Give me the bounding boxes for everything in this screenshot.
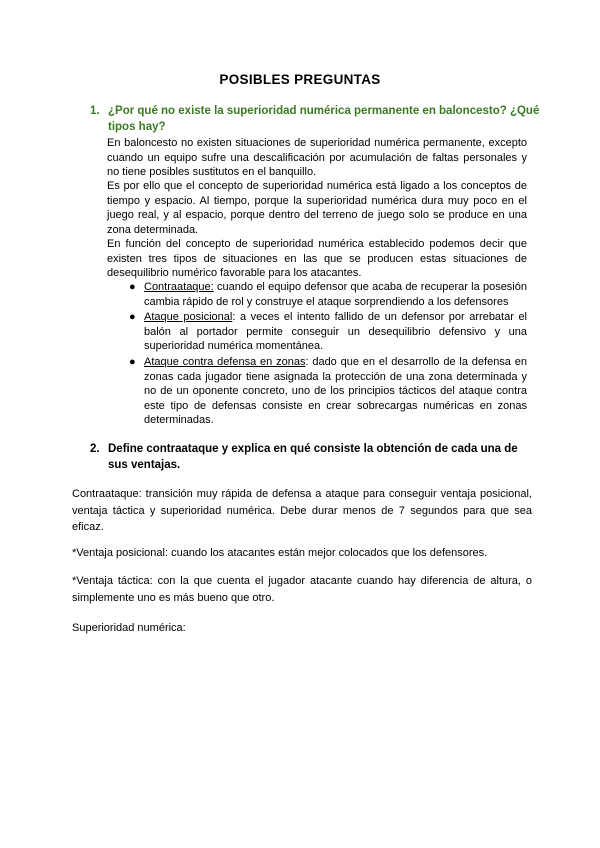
list-item-ataque-zonas xyxy=(127,355,527,428)
q1-paragraph-3: En función del concepto de superioridad numérica establecido podemos decir que existen tres tipos de situaciones en las que se producen estas situaciones de desequilibrio numérico favorable para los atacantes. xyxy=(107,238,527,280)
list-item-contraataque xyxy=(127,280,527,309)
question-1-line-2: tipos hay? xyxy=(108,121,166,133)
desc-contraataque: cuando el equipo defensor que acaba de recuperar la posesión cambia rápido de rol y construye el ataque sorprendiendo a los defensores xyxy=(144,281,527,308)
question-2-heading xyxy=(90,441,540,473)
term-contraataque: Contraataque: xyxy=(144,281,214,293)
answer-ventaja-tactica: *Ventaja táctica: con la que cuenta el jugador atacante cuando hay diferencia de altura, o simplemente uno es más bueno que otro. xyxy=(72,575,532,604)
answer-superioridad-numerica: Superioridad numérica: xyxy=(72,622,186,634)
page-title: POSIBLES PREGUNTAS xyxy=(219,72,381,87)
term-ataque-posicional: Ataque posicional xyxy=(144,311,233,324)
question-1-heading xyxy=(90,103,540,135)
bullet-icon: ● xyxy=(129,281,136,293)
answer-contraataque: Contraataque: transición muy rápida de defensa a ataque para conseguir ventaja posicional, ventaja táctica y superioridad numérica. Debe durar menos de 7 segundos para que sea eficaz. xyxy=(72,488,532,533)
question-1-number: 1. xyxy=(90,105,100,117)
list-item-ataque-posicional xyxy=(127,310,527,354)
term-ataque-zonas: Ataque contra defensa en zonas xyxy=(144,355,306,368)
answer-ventaja-posicional: *Ventaja posicional: cuando los atacantes están mejor colocados que los defensores. xyxy=(72,547,488,559)
desc-ataque-posicional: : a veces el intento fallido de un defensor por arrebatar el balón al portador permite conseguir un desequilibrio defensivo y una superioridad numérica momentánea. xyxy=(144,311,528,353)
question-2-number: 2. xyxy=(90,443,100,455)
situation-types-list xyxy=(127,280,527,428)
q1-paragraph-1: En baloncesto no existen situaciones de superioridad numérica permanente, excepto cuando un equipo sufre una descalificación por acumulación de faltas personales y no tiene posibles sustitutos en el banquillo. xyxy=(107,137,527,179)
q1-paragraph-2: Es por ello que el concepto de superioridad numérica está ligado a los conceptos de tiempo y espacio. Al tiempo, porque la superioridad numérica dura muy poco en el juego real, y al espacio, porque dentro del terreno de juego solo se produce en una zona determinada. xyxy=(107,180,527,236)
question-2-text: Define contraataque y explica en qué consiste la obtención de cada una de sus ventajas. xyxy=(108,443,518,471)
question-1-line-1: ¿Por qué no existe la superioridad numérica permanente en baloncesto? ¿Qué xyxy=(108,105,540,117)
bullet-icon: ● xyxy=(129,311,136,324)
desc-ataque-zonas: : dado que en el desarrollo de la defensa en zonas cada jugador tiene asignada la protección de una zona determinada y no de un oponente concreto, uno de los principios tácticos del ataque contra este tipo de defensas consiste en crear sobrecargas numéricas en zonas determinadas. xyxy=(144,355,527,427)
bullet-icon: ● xyxy=(129,355,136,368)
